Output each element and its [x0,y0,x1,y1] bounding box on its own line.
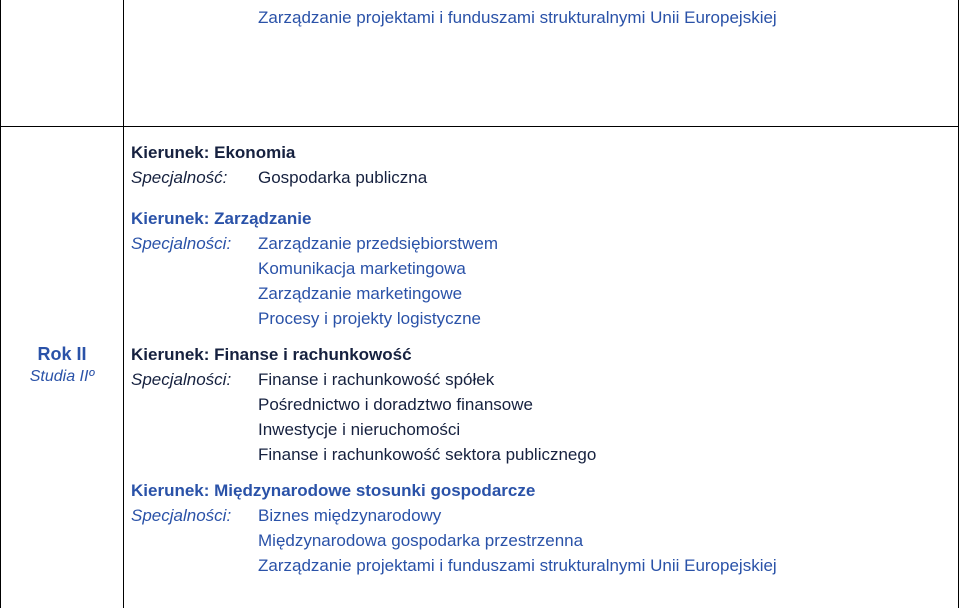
group-heading: Kierunek: Zarządzanie [131,209,312,228]
specialization-label: Specjalności: [131,370,232,389]
table-row-divider [0,126,959,127]
specialization-item: Zarządzanie przedsiębiorstwem [258,234,498,253]
table-right-border [958,0,959,608]
specialization-item: Procesy i projekty logistyczne [258,309,481,328]
specialization-item: Inwestycje i nieruchomości [258,420,461,439]
top-row-text: Zarządzanie projektami i funduszami strukturalnymi Unii Europejskiej [258,8,777,27]
specialization-item: Finanse i rachunkowość spółek [258,370,495,389]
specialization-item: Komunikacja marketingowa [258,259,466,278]
specialization-item: Finanse i rachunkowość sektora publicznego [258,445,597,464]
table-column-divider [123,0,124,608]
specialization-label: Specjalności: [131,234,232,253]
specialization-label: Specjalność: [131,168,228,187]
specialization-item: Zarządzanie projektami i funduszami strukturalnymi Unii Europejskiej [258,556,777,575]
year-cell [1,342,123,388]
specialization-item: Pośrednictwo i doradztwo finansowe [258,395,533,414]
group-heading: Kierunek: Finanse i rachunkowość [131,345,412,364]
specialization-item: Biznes międzynarodowy [258,506,442,525]
specialization-item: Zarządzanie marketingowe [258,284,463,303]
specialization-item: Międzynarodowa gospodarka przestrzenna [258,531,584,550]
year-label: Rok II [37,344,87,364]
group-heading: Kierunek: Międzynarodowe stosunki gospodarcze [131,481,536,500]
table-left-border [0,0,1,608]
specialization-item: Gospodarka publiczna [258,168,428,187]
specialization-label: Specjalności: [131,506,232,525]
group-heading: Kierunek: Ekonomia [131,143,296,162]
study-label: Studia IIº [29,368,95,385]
